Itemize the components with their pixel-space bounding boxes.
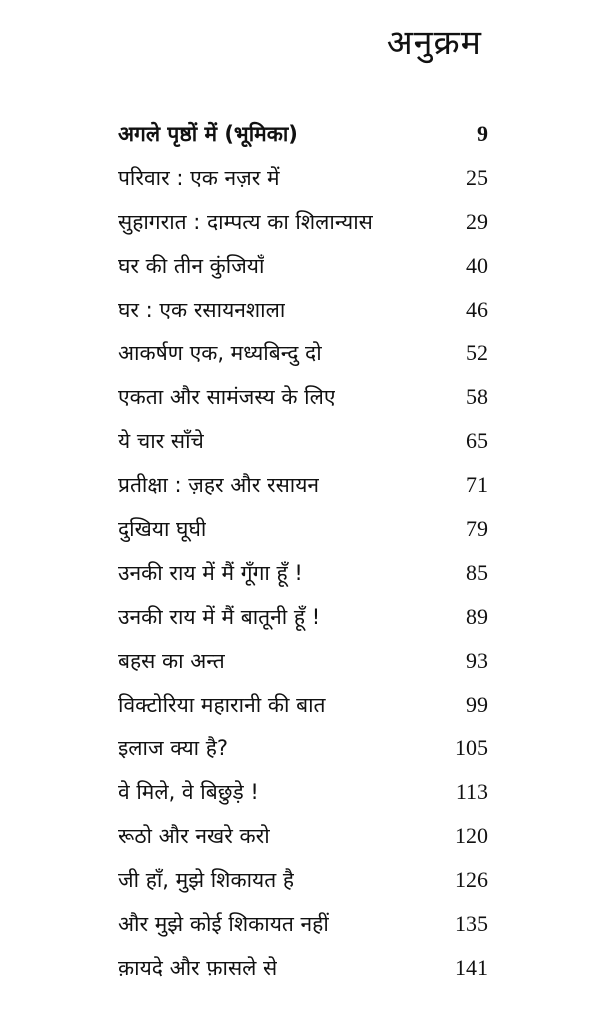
toc-entry-page-number: 9 [477,120,488,146]
toc-entry [118,683,488,727]
toc-entry [118,902,488,946]
toc-entry-title: उनकी राय में मैं गूँगा हूँ ! [118,560,303,585]
toc-entry-title: बहस का अन्त [118,648,225,673]
toc-entry-page-number: 141 [455,954,488,980]
toc-entry-page-number: 71 [466,472,488,498]
toc-entry [118,288,488,332]
toc-entry-title: उनकी राय में मैं बातूनी हूँ ! [118,604,321,629]
toc-entry-title: दुखिया घूघी [118,516,207,541]
toc-entry-page-number: 79 [466,515,488,541]
toc-entry [118,331,488,375]
toc-entry [118,639,488,683]
toc-entry-title: विक्टोरिया महारानी की बात [118,692,326,717]
toc-entry-page-number: 85 [466,559,488,585]
toc-entry [118,507,488,551]
toc-entry-page-number: 40 [466,252,488,278]
toc-entry-title: वे मिले, वे बिछुड़े ! [118,780,259,805]
toc-entry-page-number: 58 [466,384,488,410]
toc-entry [118,112,488,156]
toc-entry [118,770,488,814]
toc-entry-title: रूठो और नखरे करो [118,824,270,849]
toc-entry [118,156,488,200]
toc-entry-title: घर की तीन कुंजियाँ [118,253,265,278]
toc-entry-title: प्रतीक्षा : ज़हर और रसायन [118,473,320,498]
toc-entry-title: और मुझे कोई शिकायत नहीं [118,911,329,936]
toc-entry-page-number: 113 [455,779,488,805]
toc-entry-title: परिवार : एक नज़र में [118,165,280,190]
toc-entry-title: घर : एक रसायनशाला [118,297,286,322]
toc-entry-page-number: 52 [466,340,488,366]
toc-entry [118,726,488,770]
toc-entry-page-number: 89 [466,603,488,629]
toc-entry [118,595,488,639]
page-title: अनुक्रम [386,23,482,63]
toc-entry [118,946,488,990]
toc-entry-page-number: 126 [455,867,488,893]
toc-entry [118,858,488,902]
toc-entry-title: इलाज क्या है? [118,736,229,761]
toc-entry-page-number: 105 [455,735,488,761]
toc-entry [118,244,488,288]
toc-entry [118,551,488,595]
toc-entry [118,375,488,419]
toc-entry-title: एकता और सामंजस्य के लिए [118,385,336,410]
toc-entry-page-number: 25 [466,164,488,190]
toc-entry-title: जी हाँ, मुझे शिकायत है [118,868,295,893]
toc-entry-title: आकर्षण एक, मध्यबिन्दु दो [118,341,322,366]
toc-entry-page-number: 135 [455,910,488,936]
toc-entry [118,200,488,244]
toc-entry [118,463,488,507]
toc-entry-title: क़ायदे और फ़ासले से [118,955,278,980]
toc-entry-title: ये चार साँचे [118,429,204,454]
toc-entry-page-number: 29 [466,208,488,234]
toc-entry [118,814,488,858]
toc-entry-page-number: 99 [466,691,488,717]
toc-entry-page-number: 93 [466,647,488,673]
toc-entry-title: अगले पृष्ठों में (भूमिका) [118,121,298,146]
toc-entry-page-number: 65 [466,428,488,454]
toc-entry-title: सुहागरात : दाम्पत्य का शिलान्यास [118,209,373,234]
toc-entry [118,419,488,463]
table-of-contents [118,112,488,990]
toc-entry-page-number: 120 [455,823,488,849]
toc-entry-page-number: 46 [466,296,488,322]
